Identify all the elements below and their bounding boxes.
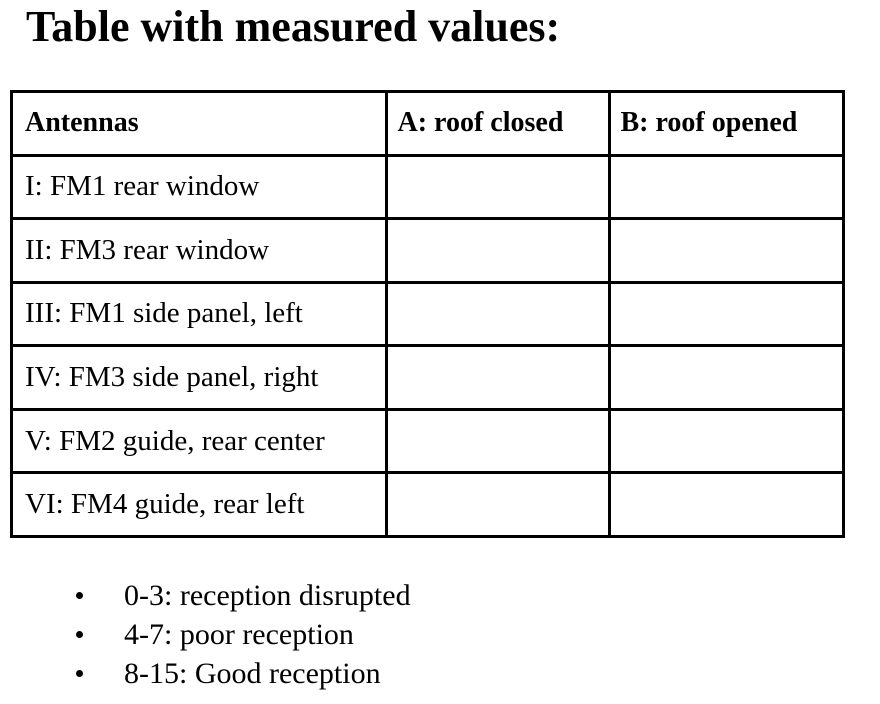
- antenna-cell: III: FM1 side panel, left: [13, 282, 386, 346]
- legend-text: 8-15: Good reception: [124, 657, 381, 690]
- header-antennas: Antennas: [13, 93, 386, 155]
- roof-opened-cell[interactable]: [609, 155, 842, 219]
- table-row: [13, 155, 842, 219]
- bullet-icon: [76, 670, 83, 677]
- roof-closed-cell[interactable]: [386, 219, 609, 283]
- roof-closed-cell[interactable]: [386, 473, 609, 535]
- bullet-icon: [76, 592, 83, 599]
- antenna-cell: VI: FM4 guide, rear left: [13, 473, 386, 535]
- measured-values-table: [10, 90, 845, 538]
- antenna-cell: V: FM2 guide, rear center: [13, 409, 386, 473]
- table-row: [13, 219, 842, 283]
- table-row: [13, 282, 842, 346]
- legend-text: 0-3: reception disrupted: [124, 579, 411, 612]
- header-roof-opened: B: roof opened: [609, 93, 842, 155]
- antenna-cell: II: FM3 rear window: [13, 219, 386, 283]
- header-roof-closed: A: roof closed: [386, 93, 609, 155]
- page-title: Table with measured values:: [26, 2, 561, 51]
- measured-values-grid: [13, 93, 842, 535]
- roof-opened-cell[interactable]: [609, 219, 842, 283]
- antenna-cell: I: FM1 rear window: [13, 155, 386, 219]
- table-header-row: [13, 93, 842, 155]
- antenna-cell: IV: FM3 side panel, right: [13, 346, 386, 410]
- roof-closed-cell[interactable]: [386, 409, 609, 473]
- roof-closed-cell[interactable]: [386, 155, 609, 219]
- table-row: [13, 409, 842, 473]
- roof-opened-cell[interactable]: [609, 409, 842, 473]
- roof-opened-cell[interactable]: [609, 346, 842, 410]
- bullet-icon: [76, 631, 83, 638]
- roof-opened-cell[interactable]: [609, 473, 842, 535]
- roof-closed-cell[interactable]: [386, 346, 609, 410]
- legend-text: 4-7: poor reception: [124, 618, 354, 651]
- roof-closed-cell[interactable]: [386, 282, 609, 346]
- roof-opened-cell[interactable]: [609, 282, 842, 346]
- table-row: [13, 473, 842, 535]
- table-row: [13, 346, 842, 410]
